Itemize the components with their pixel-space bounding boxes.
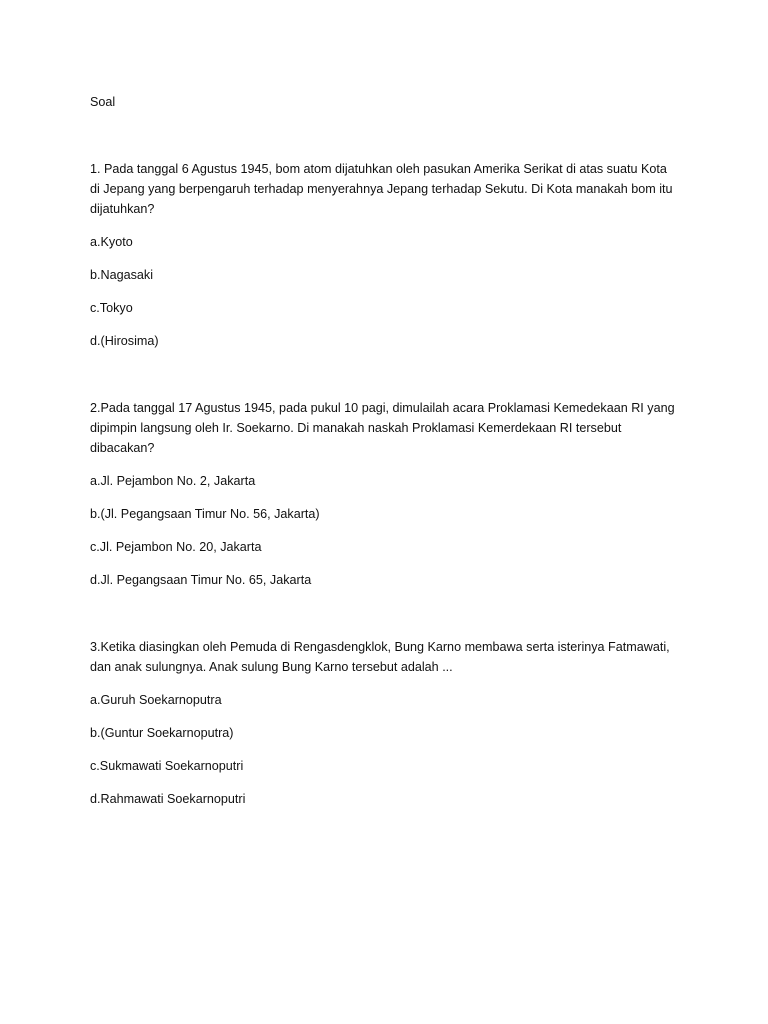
question-text: 3.Ketika diasingkan oleh Pemuda di Rengasdengklok, Bung Karno membawa serta isterinya Fatmawati, dan anak sulungnya. Anak sulung Bung Karno tersebut adalah ... — [90, 640, 670, 674]
question-text: 2.Pada tanggal 17 Agustus 1945, pada pukul 10 pagi, dimulailah acara Proklamasi Kemedekaan RI yang dipimpin langsung oleh Ir. Soekarno. Di manakah naskah Proklamasi Kemerdekaan RI tersebut dibacakan? — [90, 401, 675, 455]
answer-option: d.Rahmawati Soekarnoputri — [90, 792, 246, 806]
question-block-2 — [90, 398, 680, 590]
answer-option: c.Sukmawati Soekarnoputri — [90, 759, 244, 773]
answer-option: a.Guruh Soekarnoputra — [90, 693, 222, 707]
answer-option: a.Jl. Pejambon No. 2, Jakarta — [90, 474, 256, 488]
question-block-3 — [90, 637, 680, 809]
answer-option: b.(Jl. Pegangsaan Timur No. 56, Jakarta) — [90, 507, 320, 521]
answer-option: c.Jl. Pejambon No. 20, Jakarta — [90, 540, 262, 554]
document-content — [90, 92, 680, 856]
answer-option: b.Nagasaki — [90, 268, 154, 282]
question-block-1 — [90, 159, 680, 351]
answer-option: a.Kyoto — [90, 235, 133, 249]
answer-option: d.(Hirosima) — [90, 334, 159, 348]
answer-option: b.(Guntur Soekarnoputra) — [90, 726, 234, 740]
question-text: 1. Pada tanggal 6 Agustus 1945, bom atom dijatuhkan oleh pasukan Amerika Serikat di atas suatu Kota di Jepang yang berpengaruh terhadap menyerahnya Jepang terhadap Sekutu. Di Kota manakah bom itu dijatuhkan? — [90, 162, 673, 216]
answer-option: c.Tokyo — [90, 301, 133, 315]
answer-option: d.Jl. Pegangsaan Timur No. 65, Jakarta — [90, 573, 312, 587]
document-title: Soal — [90, 95, 116, 109]
